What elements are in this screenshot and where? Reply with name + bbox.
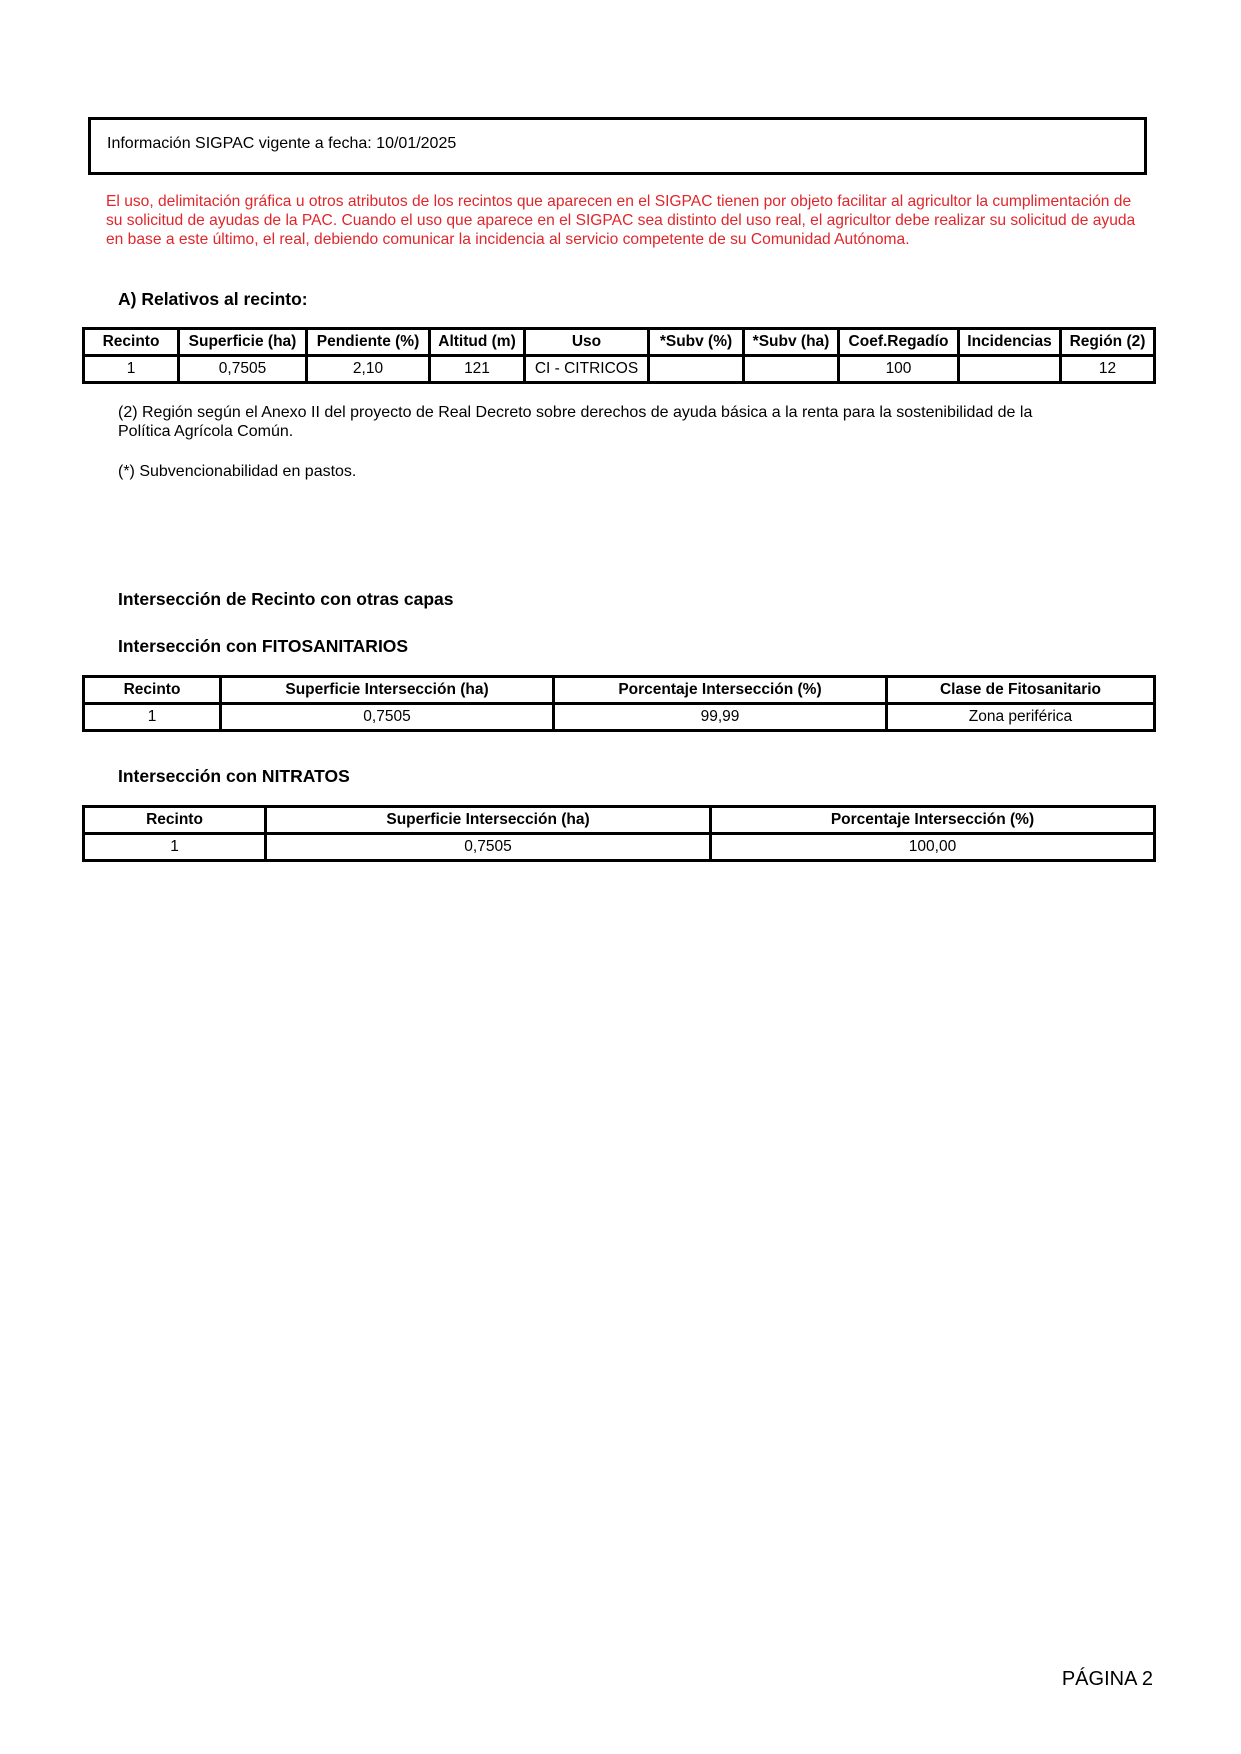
cell-incidencias <box>959 356 1061 383</box>
table-row <box>84 834 1155 861</box>
cell-altitud: 121 <box>430 356 525 383</box>
page-number: PÁGINA 2 <box>1061 1668 1153 1690</box>
table-row <box>84 356 1155 383</box>
fitosanitarios-table <box>82 675 1156 732</box>
cell-subv-pct <box>649 356 744 383</box>
cell-region: 12 <box>1061 356 1155 383</box>
disclaimer-text: El uso, delimitación gráfica u otros atributos de los recintos que aparecen en el SIGPAC tienen por objeto facilitar al agricultor la cumplimentación de su solicitud de ayudas de la PAC. Cuando el uso que aparece en el SIGPAC sea distinto del uso real, el agricultor debe realizar su solicitud de ayuda en base a este último, el real, debiendo comunicar la incidencia al servicio competente de su Comunidad Autónoma. <box>106 193 1136 248</box>
cell-subv-ha <box>744 356 839 383</box>
header-porcentaje-interseccion: Porcentaje Intersección (%) <box>711 807 1155 834</box>
cell-pendiente: 2,10 <box>307 356 430 383</box>
recinto-table <box>82 327 1156 384</box>
header-porcentaje-interseccion: Porcentaje Intersección (%) <box>554 677 887 704</box>
header-recinto: Recinto <box>84 807 266 834</box>
table-header-row <box>84 677 1155 704</box>
footnote-subv: (*) Subvencionabilidad en pastos. <box>118 463 357 480</box>
cell-recinto: 1 <box>84 704 221 731</box>
header-pendiente: Pendiente (%) <box>307 329 430 356</box>
cell-clase-fitosanitario: Zona periférica <box>887 704 1155 731</box>
header-coef-regadio: Coef.Regadío <box>839 329 959 356</box>
table-header-row <box>84 807 1155 834</box>
header-region: Región (2) <box>1061 329 1155 356</box>
footnote-region: (2) Región según el Anexo II del proyecto de Real Decreto sobre derechos de ayuda básica a la renta para la sostenibilidad de la Política Agrícola Común. <box>118 404 1033 440</box>
fitosanitarios-title: Intersección con FITOSANITARIOS <box>118 636 409 656</box>
header-altitud: Altitud (m) <box>430 329 525 356</box>
table-header-row <box>84 329 1155 356</box>
header-superficie-interseccion: Superficie Intersección (ha) <box>266 807 711 834</box>
header-recinto: Recinto <box>84 329 179 356</box>
cell-porcentaje-interseccion: 100,00 <box>711 834 1155 861</box>
header-subv-ha: *Subv (ha) <box>744 329 839 356</box>
sigpac-info-date: Información SIGPAC vigente a fecha: 10/01/2025 <box>107 135 457 152</box>
cell-uso: CI - CITRICOS <box>525 356 649 383</box>
cell-recinto: 1 <box>84 834 266 861</box>
cell-porcentaje-interseccion: 99,99 <box>554 704 887 731</box>
header-clase-fitosanitario: Clase de Fitosanitario <box>887 677 1155 704</box>
header-superficie-interseccion: Superficie Intersección (ha) <box>221 677 554 704</box>
cell-superficie: 0,7505 <box>179 356 307 383</box>
section-a-title: A) Relativos al recinto: <box>118 289 308 309</box>
sigpac-info-box <box>88 117 1147 175</box>
cell-superficie-interseccion: 0,7505 <box>266 834 711 861</box>
cell-coef-regadio: 100 <box>839 356 959 383</box>
table-row <box>84 704 1155 731</box>
intersection-title: Intersección de Recinto con otras capas <box>118 589 454 609</box>
nitratos-table <box>82 805 1156 862</box>
cell-recinto: 1 <box>84 356 179 383</box>
nitratos-title: Intersección con NITRATOS <box>118 766 350 786</box>
header-incidencias: Incidencias <box>959 329 1061 356</box>
header-recinto: Recinto <box>84 677 221 704</box>
header-uso: Uso <box>525 329 649 356</box>
cell-superficie-interseccion: 0,7505 <box>221 704 554 731</box>
header-subv-pct: *Subv (%) <box>649 329 744 356</box>
header-superficie: Superficie (ha) <box>179 329 307 356</box>
